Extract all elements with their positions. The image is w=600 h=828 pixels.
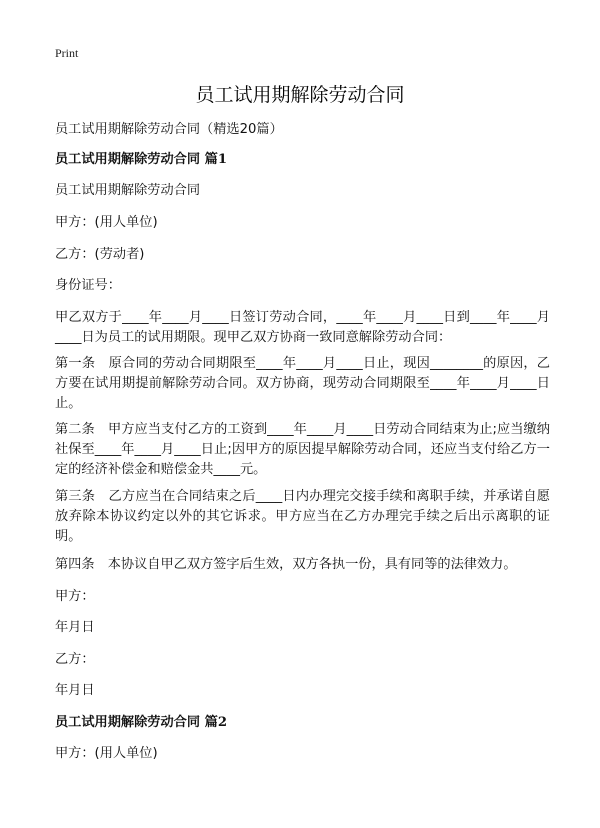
party-a-label: 甲方：(用人单位) — [55, 215, 158, 230]
document-subtitle: 员工试用期解除劳动合同（精选20篇） — [55, 122, 283, 137]
party-a-signature: 甲方： — [55, 589, 95, 604]
section-1-heading: 员工试用期解除劳动合同 篇1 — [55, 152, 228, 167]
section-2-heading: 员工试用期解除劳动合同 篇2 — [55, 715, 228, 730]
id-number-label: 身份证号： — [55, 278, 121, 293]
article-4: 第四条 本协议自甲乙双方签字后生效，双方各执一份，具有同等的法律效力。 — [55, 557, 517, 572]
article-1: 第一条 原合同的劳动合同期限至____年____月____日止，现因________的原因，乙方要在试用期提前解除劳动合同。双方协商，现劳动合同期限至____年____月____日止。 — [55, 356, 550, 411]
document-title: 员工试用期解除劳动合同 — [195, 84, 405, 106]
party-a-date: 年月日 — [55, 620, 95, 635]
party-b-label: 乙方：(劳动者) — [55, 247, 145, 262]
intro-paragraph: 甲乙双方于____年____月____日签订劳动合同，____年____月____日到____年____月____日为员工的试用期限。现甲乙双方协商一致同意解除劳动合同： — [55, 310, 550, 345]
print-link[interactable]: Print — [55, 46, 79, 60]
section-2-party-a-label: 甲方：(用人单位) — [55, 746, 158, 761]
party-b-signature: 乙方： — [55, 652, 95, 667]
contract-name: 员工试用期解除劳动合同 — [55, 183, 201, 198]
article-3: 第三条 乙方应当在合同结束之后____日内办理完交接手续和离职手续，并承诺自愿放弃除本协议约定以外的其它诉求。甲方应当在乙方办理完手续之后出示离职的证明。 — [55, 489, 550, 544]
party-b-date: 年月日 — [55, 683, 95, 698]
article-2: 第二条 甲方应当支付乙方的工资到____年____月____日劳动合同结束为止;应当缴纳社保至____年____月____日止;因甲方的原因提早解除劳动合同，还应当支付给乙方一定的经济补偿金和赔偿金共____元。 — [55, 422, 550, 477]
